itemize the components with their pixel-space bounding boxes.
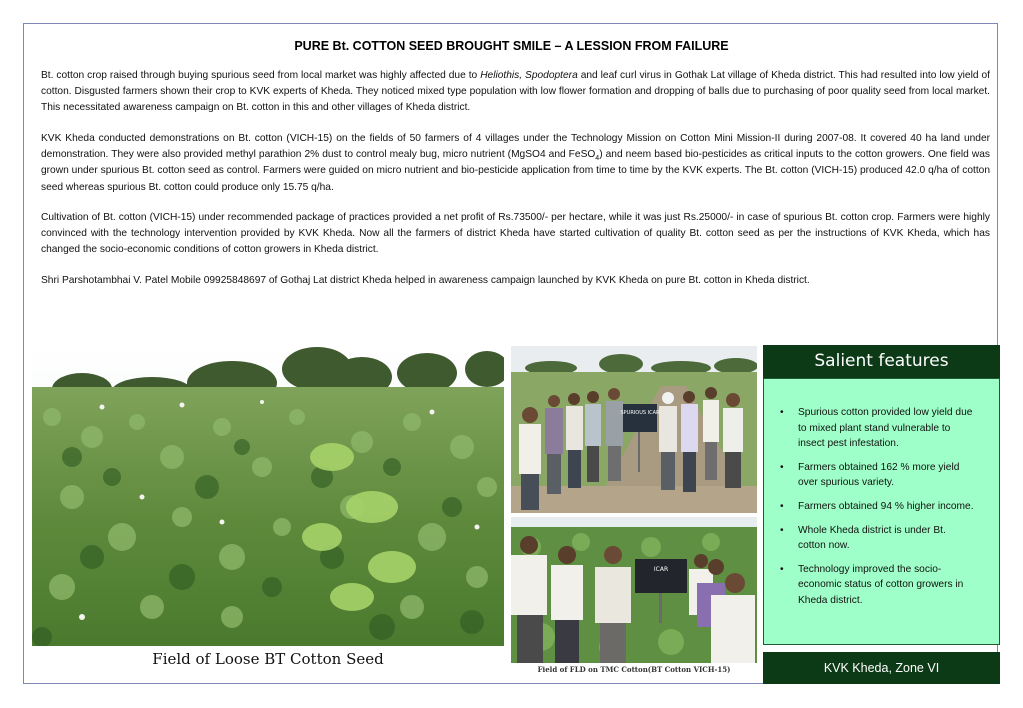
- cotton-field-photo: [32, 347, 504, 646]
- sign-text-bottom: ICAR: [653, 566, 669, 573]
- fld-field-photo: [511, 517, 757, 663]
- paragraph-problem: Bt. cotton crop raised through buying spurious seed from local market was highly affected due to Heliothis, Spodoptera and leaf curl virus in Gothak Lat village of Kheda district. This had resulted into low yield of cotton. Disgusted farmers shown their crop to KVK experts of Kheda. They noticed mixed type population with low flower formation and dropping of balls due to purchasing of poor quality seed from local market. This necessitated awareness campaign on Bt. cotton in this and other villages of Kheda district.: [41, 70, 990, 114]
- salient-item: • Farmers obtained 162 % more yield over spurious variety.: [780, 461, 960, 489]
- salient-features-heading: Salient features: [763, 345, 1000, 378]
- demonstration-group-photo: [511, 346, 757, 513]
- paragraph-profit: Cultivation of Bt. cotton (VICH-15) under recommended package of practices provided a net profit of Rs.73500/- per hectare, while it was just Rs.25000/- in case of spurious Bt. cotton crop. Farmers were highly convinced with the technology intervention provided by KVK Kheda. Now all the farmers of district Kheda have started cultivation of quality Bt. cotton seed as per the instructions of KVK Kheda, which has changed the socio-economic conditions of cotton growers in Kheda district.: [41, 212, 990, 256]
- main-photo-caption: Field of Loose BT Cotton Seed: [152, 650, 384, 668]
- salient-item: • Whole Kheda district is under Bt. cotton now.: [780, 524, 946, 552]
- salient-item: • Technology improved the socio-economic status of cotton growers in Kheda district.: [780, 563, 964, 606]
- bullet-icon: •: [780, 563, 784, 575]
- fld-photo-caption: Field of FLD on TMC Cotton(BT Cotton VICH-15): [537, 665, 731, 674]
- bullet-icon: •: [780, 461, 784, 473]
- page-title: PURE Bt. COTTON SEED BROUGHT SMILE – A LESSION FROM FAILURE: [294, 39, 729, 53]
- salient-features-box: [763, 378, 1000, 645]
- paragraph-acknowledgement: Shri Parshotambhai V. Patel Mobile 09925848697 of Gothaj Lat district Kheda helped in awareness campaign launched by KVK Kheda on pure Bt. cotton in Kheda district.: [41, 275, 810, 286]
- bullet-icon: •: [780, 524, 784, 536]
- salient-item: • Farmers obtained 94 % higher income.: [780, 499, 976, 515]
- bullet-icon: •: [780, 500, 784, 512]
- salient-features-list: [764, 379, 999, 609]
- salient-item: • Spurious cotton provided low yield due to mixed plant stand vulnerable to insect pest infestation.: [780, 407, 973, 450]
- sign-text-top: SPURIOUS ICAR: [620, 410, 660, 416]
- paragraph-demonstration: KVK Kheda conducted demonstrations on Bt. cotton (VICH-15) on the fields of 50 farmers of 4 villages under the Technology Mission on Cotton Mini Mission-II during 2007-08. It covered 40 ha land under demonstration. They were also provided methyl parathion 2% dust to control mealy bug, micro nutrient (MgSO4 and FeSO$_4$) and neem based bio-pesticides as critical inputs to the cotton growers. One field was grown under spurious Bt. cotton seed as control. Farmers were guided on micro nutrient and bio-pesticide application from time to time by the KVK experts. The Bt. cotton (VICH-15) produced 42.0 q/ha of cotton seed whereas spurious Bt. cotton could produce only 15.75 q/ha.: [41, 133, 990, 193]
- footer-zone-label: KVK Kheda, Zone VI: [763, 652, 1000, 684]
- bullet-icon: •: [780, 407, 784, 418]
